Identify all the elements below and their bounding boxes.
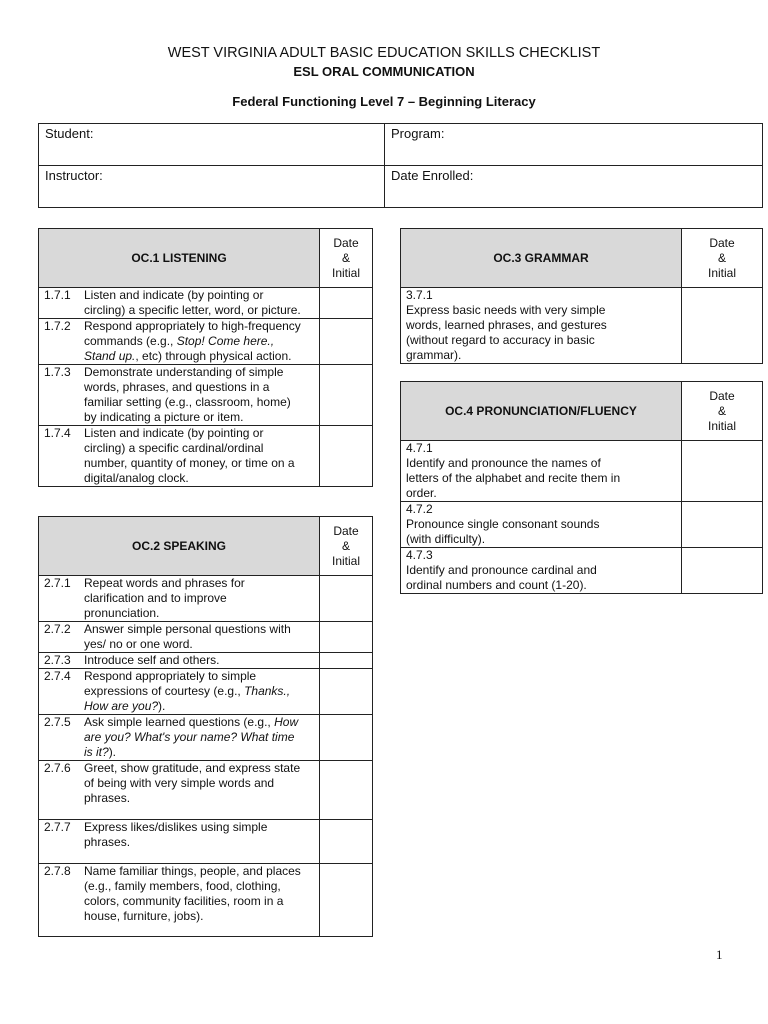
date-initial-cell[interactable] <box>320 761 373 820</box>
item-description: Identify and pronounce cardinal and ordinal numbers and count (1-20). <box>406 563 597 592</box>
item-description: Identify and pronounce the names of letters of the alphabet and recite them in order. <box>406 456 621 500</box>
checklist-row <box>401 288 763 364</box>
grammar-table <box>400 228 763 364</box>
item-number: 2.7.2 <box>44 622 71 636</box>
instructor-field[interactable]: Instructor: <box>39 166 385 208</box>
item-number: 1.7.4 <box>44 426 71 440</box>
item-description: Demonstrate understanding of simple words, phrases, and questions in a familiar setting (e.g., classroom, home) by indicating a picture or item. <box>84 365 291 424</box>
checklist-row <box>39 426 373 487</box>
oc3-section-title: OC.3 GRAMMAR <box>401 229 682 288</box>
item-number: 2.7.3 <box>44 653 71 667</box>
item-description: Listen and indicate (by pointing or circling) a specific cardinal/ordinal number, quantity of money, or time on a digital/analog clock. <box>84 426 295 485</box>
date-initial-cell[interactable] <box>320 669 373 715</box>
item-description: Answer simple personal questions with yes/ no or one word. <box>84 622 291 651</box>
date-initial-cell[interactable] <box>320 653 373 669</box>
item-description: Introduce self and others. <box>84 653 220 667</box>
date-initial-cell[interactable] <box>320 576 373 622</box>
date-initial-cell[interactable] <box>682 288 763 364</box>
checklist-row <box>39 864 373 937</box>
item-number: 2.7.6 <box>44 761 71 775</box>
oc2-section-title: OC.2 SPEAKING <box>39 517 320 576</box>
date-initial-cell[interactable] <box>320 864 373 937</box>
item-number: 1.7.1 <box>44 288 71 302</box>
item-description: Pronounce single consonant sounds (with difficulty). <box>406 517 600 546</box>
date-initial-cell[interactable] <box>682 441 763 502</box>
item-number: 2.7.8 <box>44 864 71 878</box>
date-initial-header: Date & Initial <box>320 517 373 576</box>
item-number: 4.7.2 <box>406 502 433 516</box>
item-description: Express likes/dislikes using simple phrases. <box>84 820 268 849</box>
item-number: 2.7.1 <box>44 576 71 590</box>
date-initial-header: Date & Initial <box>320 229 373 288</box>
date-initial-header: Date & Initial <box>682 229 763 288</box>
item-number: 2.7.5 <box>44 715 71 729</box>
item-number: 4.7.3 <box>406 548 433 562</box>
item-description: Express basic needs with very simple words, learned phrases, and gestures (without regard to accuracy in basic grammar). <box>406 303 607 362</box>
checklist-row <box>39 653 373 669</box>
checklist-row <box>39 319 373 365</box>
date-initial-cell[interactable] <box>320 622 373 653</box>
pronunciation-fluency-table <box>400 381 763 594</box>
oc1-section-title: OC.1 LISTENING <box>39 229 320 288</box>
document-level: Federal Functioning Level 7 – Beginning Literacy <box>232 94 536 109</box>
item-description: Respond appropriately to high-frequency commands (e.g., Stop! Come here., Stand up., etc) through physical action. <box>84 319 301 363</box>
item-number: 1.7.2 <box>44 319 71 333</box>
document-title: WEST VIRGINIA ADULT BASIC EDUCATION SKILLS CHECKLIST <box>167 45 601 61</box>
student-field[interactable]: Student: <box>39 124 385 166</box>
item-description: Respond appropriately to simple expressions of courtesy (e.g., Thanks., How are you?). <box>84 669 291 713</box>
checklist-row <box>401 502 763 548</box>
student-info-table <box>38 123 763 208</box>
checklist-row <box>39 820 373 864</box>
checklist-row <box>39 715 373 761</box>
checklist-row <box>39 288 373 319</box>
checklist-row <box>401 548 763 594</box>
date-initial-cell[interactable] <box>320 820 373 864</box>
date-initial-cell[interactable] <box>320 288 373 319</box>
checklist-row <box>39 576 373 622</box>
item-number: 2.7.4 <box>44 669 71 683</box>
checklist-row <box>39 669 373 715</box>
page-number: 1 <box>716 947 723 962</box>
date-initial-cell[interactable] <box>682 502 763 548</box>
listening-table <box>38 228 373 487</box>
checklist-row <box>39 761 373 820</box>
date-initial-cell[interactable] <box>320 426 373 487</box>
speaking-table <box>38 516 373 937</box>
date-initial-header: Date & Initial <box>682 382 763 441</box>
checklist-row <box>401 441 763 502</box>
date-enrolled-field[interactable]: Date Enrolled: <box>385 166 763 208</box>
item-description: Listen and indicate (by pointing or circling) a specific letter, word, or picture. <box>84 288 301 317</box>
date-initial-cell[interactable] <box>320 319 373 365</box>
item-description: Repeat words and phrases for clarification and to improve pronunciation. <box>84 576 245 620</box>
oc4-section-title: OC.4 PRONUNCIATION/FLUENCY <box>401 382 682 441</box>
date-initial-cell[interactable] <box>320 715 373 761</box>
item-description: Ask simple learned questions (e.g., How are you? What's your name? What time is it?). <box>84 715 299 759</box>
item-number: 3.7.1 <box>406 288 433 302</box>
program-field[interactable]: Program: <box>385 124 763 166</box>
checklist-row <box>39 365 373 426</box>
checklist-row <box>39 622 373 653</box>
date-initial-cell[interactable] <box>320 365 373 426</box>
document-subtitle: ESL ORAL COMMUNICATION <box>293 64 475 79</box>
item-number: 1.7.3 <box>44 365 71 379</box>
item-description: Greet, show gratitude, and express state of being with very simple words and phrases. <box>84 761 301 805</box>
item-number: 4.7.1 <box>406 441 433 455</box>
item-description: Name familiar things, people, and places (e.g., family members, food, clothing, colors, community facilities, room in a house, furniture, jobs). <box>84 864 301 923</box>
date-initial-cell[interactable] <box>682 548 763 594</box>
item-number: 2.7.7 <box>44 820 71 834</box>
